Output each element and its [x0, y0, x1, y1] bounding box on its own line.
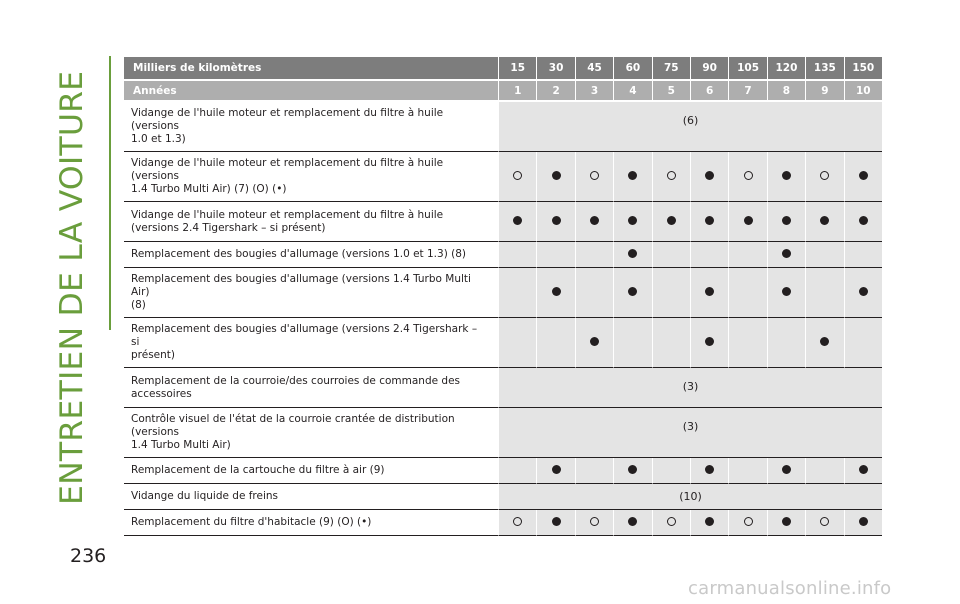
- required-dot-icon: [859, 465, 868, 474]
- operation-description: [124, 268, 498, 318]
- km-header-row: [124, 57, 882, 81]
- maintenance-schedule-table: [124, 57, 882, 536]
- required-dot-icon: [859, 517, 868, 526]
- required-dot-icon: [744, 216, 753, 225]
- required-dot-icon: [782, 171, 791, 180]
- required-dot-icon: [859, 171, 868, 180]
- km-header-cell: 120: [767, 57, 805, 81]
- interval-cell: [690, 242, 728, 268]
- required-dot-icon: [859, 287, 868, 296]
- interval-cell: [844, 268, 882, 318]
- required-dot-icon: [628, 465, 637, 474]
- interval-cell: [652, 318, 690, 368]
- km-header-cell: 105: [728, 57, 766, 81]
- interval-cell: [690, 152, 728, 202]
- interval-cell: [805, 510, 843, 536]
- interval-cell: [613, 152, 651, 202]
- years-header-row: [124, 81, 882, 102]
- operation-line: Vidange de l'huile moteur et remplacement du filtre à huile: [131, 208, 444, 221]
- schedule-row: [124, 268, 882, 318]
- optional-circle-icon: [590, 171, 599, 180]
- optional-circle-icon: [513, 171, 522, 180]
- interval-cell: [844, 152, 882, 202]
- km-header-cell: 90: [690, 57, 728, 81]
- interval-cell: [498, 510, 536, 536]
- interval-cell: [536, 202, 574, 242]
- interval-cell: [498, 458, 536, 484]
- operation-description: [124, 152, 498, 202]
- interval-cell: [728, 458, 766, 484]
- operation-line: accessoires: [131, 387, 192, 400]
- operation-description: [124, 484, 498, 510]
- interval-cell: [690, 458, 728, 484]
- schedule-row: [124, 368, 882, 408]
- years-header-cell: 7: [728, 81, 766, 102]
- page-number: 236: [70, 545, 107, 567]
- interval-note: (6): [498, 102, 882, 152]
- interval-cell: [805, 458, 843, 484]
- interval-cell: [844, 202, 882, 242]
- interval-cell: [767, 152, 805, 202]
- interval-cell: [575, 242, 613, 268]
- required-dot-icon: [859, 216, 868, 225]
- years-header-cell: 4: [613, 81, 651, 102]
- interval-note: (3): [498, 368, 882, 408]
- operation-description: [124, 458, 498, 484]
- interval-cell: [536, 242, 574, 268]
- interval-cell: [652, 268, 690, 318]
- operation-line: Remplacement de la cartouche du filtre à air (9): [131, 464, 385, 476]
- required-dot-icon: [667, 216, 676, 225]
- interval-cell: [652, 458, 690, 484]
- optional-circle-icon: [590, 517, 599, 526]
- required-dot-icon: [705, 171, 714, 180]
- interval-cell: [652, 242, 690, 268]
- interval-cell: [728, 318, 766, 368]
- interval-cell: [728, 268, 766, 318]
- interval-cell: [767, 458, 805, 484]
- interval-note: (3): [498, 408, 882, 458]
- required-dot-icon: [705, 465, 714, 474]
- interval-cell: [805, 242, 843, 268]
- interval-cell: [728, 510, 766, 536]
- interval-cell: [613, 510, 651, 536]
- interval-cell: [575, 202, 613, 242]
- years-header-cell: 6: [690, 81, 728, 102]
- interval-cell: [728, 152, 766, 202]
- required-dot-icon: [782, 249, 791, 258]
- interval-cell: [575, 268, 613, 318]
- required-dot-icon: [705, 517, 714, 526]
- optional-circle-icon: [667, 171, 676, 180]
- interval-cell: [844, 510, 882, 536]
- km-header-cell: 75: [652, 57, 690, 81]
- operation-description: [124, 242, 498, 268]
- schedule-row: [124, 242, 882, 268]
- required-dot-icon: [705, 287, 714, 296]
- operation-line: (versions 2.4 Tigershark – si présent): [131, 221, 326, 234]
- years-header-cell: 10: [844, 81, 882, 102]
- operation-line: Remplacement des bougies d'allumage (versions 2.4 Tigershark – si: [131, 323, 478, 348]
- schedule-body: [124, 102, 882, 536]
- schedule-row: [124, 484, 882, 510]
- operation-description: [124, 510, 498, 536]
- required-dot-icon: [628, 249, 637, 258]
- interval-cell: [767, 318, 805, 368]
- interval-cell: [498, 242, 536, 268]
- interval-cell: [844, 242, 882, 268]
- required-dot-icon: [628, 216, 637, 225]
- interval-cell: [575, 458, 613, 484]
- schedule-row: [124, 458, 882, 484]
- required-dot-icon: [590, 216, 599, 225]
- interval-cell: [767, 268, 805, 318]
- optional-circle-icon: [820, 517, 829, 526]
- required-dot-icon: [782, 287, 791, 296]
- schedule-row: [124, 510, 882, 536]
- years-header-cell: 9: [805, 81, 843, 102]
- interval-cell: [575, 510, 613, 536]
- interval-note: (10): [498, 484, 882, 510]
- required-dot-icon: [552, 465, 561, 474]
- required-dot-icon: [705, 337, 714, 346]
- required-dot-icon: [552, 171, 561, 180]
- operation-line: (8): [131, 299, 146, 311]
- interval-cell: [805, 318, 843, 368]
- years-header-cell: 2: [536, 81, 574, 102]
- interval-cell: [536, 510, 574, 536]
- chapter-rule: [109, 56, 111, 330]
- schedule-row: [124, 202, 882, 242]
- watermark: carmanualsonline.info: [688, 578, 892, 599]
- interval-cell: [767, 510, 805, 536]
- km-header-cell: 60: [613, 57, 651, 81]
- years-header-cell: 5: [652, 81, 690, 102]
- interval-cell: [844, 458, 882, 484]
- schedule-row: [124, 102, 882, 152]
- operation-line: Remplacement des bougies d'allumage (versions 1.0 et 1.3) (8): [131, 248, 467, 260]
- km-header-cell: 15: [498, 57, 536, 81]
- required-dot-icon: [590, 337, 599, 346]
- schedule-row: [124, 152, 882, 202]
- interval-cell: [536, 152, 574, 202]
- optional-circle-icon: [820, 171, 829, 180]
- required-dot-icon: [552, 216, 561, 225]
- required-dot-icon: [782, 517, 791, 526]
- operation-description: [124, 408, 498, 458]
- interval-cell: [844, 318, 882, 368]
- km-header-cell: 150: [844, 57, 882, 81]
- interval-cell: [613, 242, 651, 268]
- operation-line: 1.0 et 1.3): [131, 133, 186, 145]
- interval-cell: [805, 268, 843, 318]
- operation-description: [124, 368, 498, 408]
- operation-line: Vidange de l'huile moteur et remplacement du filtre à huile (versions: [131, 157, 444, 182]
- interval-cell: [613, 458, 651, 484]
- operation-line: 1.4 Turbo Multi Air) (7) (O) (•): [131, 183, 287, 195]
- required-dot-icon: [552, 517, 561, 526]
- operation-description: [124, 318, 498, 368]
- operation-description: [124, 202, 498, 242]
- required-dot-icon: [782, 216, 791, 225]
- operation-line: présent): [131, 349, 176, 361]
- interval-cell: [690, 268, 728, 318]
- operation-line: Remplacement du filtre d'habitacle (9) (O) (•): [131, 516, 372, 528]
- interval-cell: [690, 202, 728, 242]
- required-dot-icon: [628, 287, 637, 296]
- interval-cell: [498, 152, 536, 202]
- interval-cell: [536, 458, 574, 484]
- optional-circle-icon: [667, 517, 676, 526]
- years-header-label: Années: [124, 81, 498, 102]
- optional-circle-icon: [744, 517, 753, 526]
- interval-cell: [652, 202, 690, 242]
- interval-cell: [498, 318, 536, 368]
- required-dot-icon: [552, 287, 561, 296]
- optional-circle-icon: [744, 171, 753, 180]
- years-header-cell: 1: [498, 81, 536, 102]
- required-dot-icon: [820, 216, 829, 225]
- years-header-cell: 3: [575, 81, 613, 102]
- interval-cell: [805, 202, 843, 242]
- interval-cell: [728, 202, 766, 242]
- interval-cell: [498, 268, 536, 318]
- operation-line: Remplacement des bougies d'allumage (versions 1.4 Turbo Multi Air): [131, 273, 471, 298]
- required-dot-icon: [628, 517, 637, 526]
- interval-cell: [767, 242, 805, 268]
- interval-cell: [613, 318, 651, 368]
- interval-cell: [652, 152, 690, 202]
- km-header-label: Milliers de kilomètres: [124, 57, 498, 81]
- optional-circle-icon: [513, 517, 522, 526]
- required-dot-icon: [820, 337, 829, 346]
- schedule-row: [124, 408, 882, 458]
- interval-cell: [613, 268, 651, 318]
- required-dot-icon: [705, 216, 714, 225]
- required-dot-icon: [628, 171, 637, 180]
- interval-cell: [536, 268, 574, 318]
- interval-cell: [728, 242, 766, 268]
- interval-cell: [575, 152, 613, 202]
- operation-description: [124, 102, 498, 152]
- interval-cell: [575, 318, 613, 368]
- interval-cell: [536, 318, 574, 368]
- interval-cell: [498, 202, 536, 242]
- km-header-cell: 30: [536, 57, 574, 81]
- schedule-row: [124, 318, 882, 368]
- chapter-title: ENTRETIEN DE LA VOITURE: [54, 70, 90, 505]
- operation-line: Contrôle visuel de l'état de la courroie crantée de distribution (versions: [131, 413, 455, 438]
- required-dot-icon: [782, 465, 791, 474]
- km-header-cell: 135: [805, 57, 843, 81]
- operation-line: 1.4 Turbo Multi Air): [131, 439, 231, 451]
- interval-cell: [652, 510, 690, 536]
- interval-cell: [767, 202, 805, 242]
- km-header-cell: 45: [575, 57, 613, 81]
- interval-cell: [805, 152, 843, 202]
- years-header-cell: 8: [767, 81, 805, 102]
- required-dot-icon: [513, 216, 522, 225]
- interval-cell: [690, 318, 728, 368]
- interval-cell: [613, 202, 651, 242]
- operation-line: Vidange du liquide de freins: [131, 490, 279, 502]
- operation-line: Remplacement de la courroie/des courroies de commande des: [131, 374, 460, 387]
- operation-line: Vidange de l'huile moteur et remplacement du filtre à huile (versions: [131, 107, 444, 132]
- interval-cell: [690, 510, 728, 536]
